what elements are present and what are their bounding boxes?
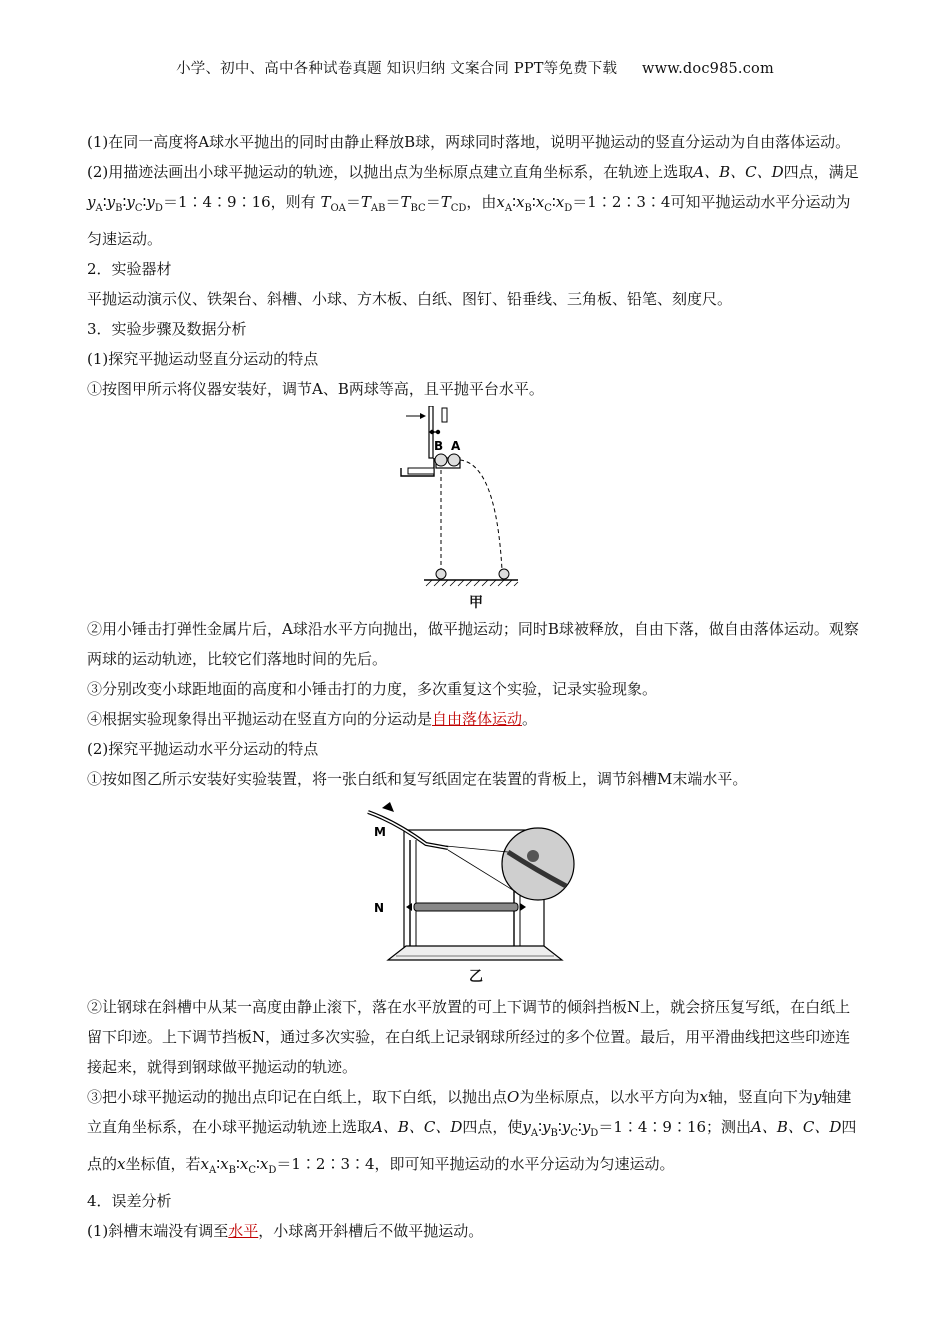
step-1: ①按图甲所示将仪器安装好，调节A、B两球等高，且平抛平台水平。 [87, 380, 544, 398]
error-1: (1)斜槽末端没有调至水平，小球离开斜槽后不做平抛运动。 [87, 1222, 484, 1240]
figure-yi [366, 800, 586, 970]
figure-jia-caption: 甲 [469, 595, 483, 611]
figure-yi-diagram [366, 800, 586, 970]
label-m: M [374, 825, 386, 839]
figure-jia-diagram [396, 406, 556, 606]
figure-yi-caption: 乙 [469, 969, 483, 985]
step-2-3: ③把小球平抛运动的抛出点印记在白纸上，取下白纸，以抛出点O为坐标原点，以水平方向为x轴，竖直向下为y轴建立直角坐标系，在小球平抛运动轨迹上选取A、B、C、D四点，使$y_A∶y_B∶y_C∶y_D=1∶4∶9∶16$；测出A、B、C、D四点的x坐标值，若$x_A∶x_B∶x_C∶x_D=1∶2∶3∶4$，即可知平抛运动的水平分运动为匀速运动。 [87, 1088, 857, 1176]
answer-horizontal: 水平 [228, 1222, 259, 1240]
step-2: ②用小锤击打弹性金属片后，A球沿水平方向抛出，做平抛运动；同时B球被释放，自由下落，做自由落体运动。观察两球的运动轨迹，比较它们落地时间的先后。 [87, 620, 859, 668]
paragraph-1: (1)在同一高度将A球水平抛出的同时由静止释放B球，两球同时落地，说明平抛运动的竖直分运动为自由落体运动。 [87, 133, 851, 151]
figure-jia [396, 406, 556, 606]
paragraph-2: (2)用描迹法画出小球平抛运动的轨迹，以抛出点为坐标原点建立直角坐标系，在轨迹上选取A、B、C、D四点，满足$y_A∶y_B∶y_C∶y_D=1∶4∶9∶16$，则有 $T_{OA}=T_{AB}=T_{BC}=T_{CD}$，由$x_A∶x_B∶x_C∶x_D=1∶2∶3∶4$可知平抛运动水平分运动为匀速运动。 [87, 163, 859, 248]
label-b: B [434, 439, 444, 453]
subsection-heading-3-2: (2)探究平抛运动水平分运动的特点 [87, 740, 319, 758]
step-2-1: ①按如图乙所示安装好实验装置，将一张白纸和复写纸固定在装置的背板上，调节斜槽M末端水平。 [87, 770, 748, 788]
header-text: 小学、初中、高中各种试卷真题 知识归纳 文案合同 PPT等免费下载 [176, 61, 618, 77]
document-body [87, 127, 865, 1246]
label-n: N [374, 901, 385, 915]
step-3: ③分别改变小球距地面的高度和小锤击打的力度，多次重复这个实验，记录实验现象。 [87, 680, 658, 698]
step-2-2: ②让钢球在斜槽中从某一高度由静止滚下，落在水平放置的可上下调节的倾斜挡板N上，就会挤压复写纸，在白纸上留下印迹。上下调节挡板N，通过多次实验，在白纸上记录钢球所经过的多个位置。最后，用平滑曲线把这些印迹连接起来，就得到钢球做平抛运动的轨迹。 [87, 998, 851, 1076]
step-4: ④根据实验现象得出平抛运动在竖直方向的分运动是自由落体运动。 [87, 710, 538, 728]
section-heading-2: 2．实验器材 [87, 260, 172, 278]
subsection-heading-3-1: (1)探究平抛运动竖直分运动的特点 [87, 350, 319, 368]
label-a: A [451, 439, 461, 453]
section-heading-4: 4．误差分析 [87, 1192, 172, 1210]
header-site: www.doc985.com [641, 61, 774, 77]
answer-free-fall: 自由落体运动 [432, 710, 523, 728]
page-header [0, 57, 950, 78]
section-heading-3: 3．实验步骤及数据分析 [87, 320, 247, 338]
equipment-list: 平抛运动演示仪、铁架台、斜槽、小球、方木板、白纸、图钉、铅垂线、三角板、铅笔、刻度尺。 [87, 290, 733, 308]
